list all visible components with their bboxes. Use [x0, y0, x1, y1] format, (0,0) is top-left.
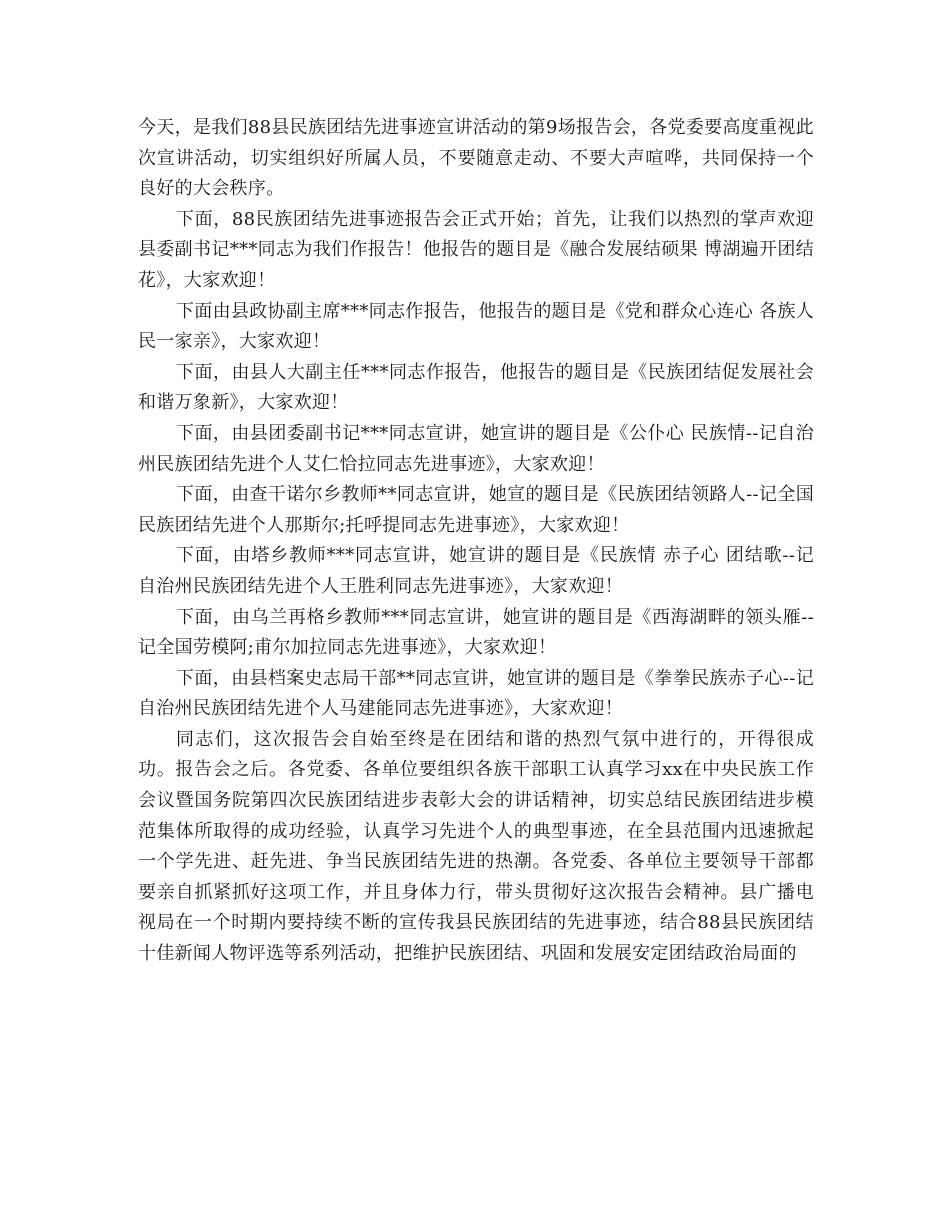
paragraph-first-report: 下面，88民族团结先进事迹报告会正式开始；首先，让我们以热烈的掌声欢迎县委副书记***同志为我们作报告！他报告的题目是《融合发展结硕果 博湖遍开团结花》，大家欢迎！ [138, 208, 814, 291]
paragraph-opening: 今天，是我们88县民族团结先进事迹宣讲活动的第9场报告会，各党委要高度重视此次宣讲活动，切实组织好所属人员，不要随意走动、不要大声喧哗，共同保持一个良好的大会秩序。 [138, 117, 814, 200]
paragraph-cppcc-report: 下面由县政协副主席***同志作报告，他报告的题目是《党和群众心连心 各族人民一家亲》，大家欢迎！ [138, 300, 814, 353]
paragraph-wulan-zaige-talk: 下面，由乌兰再格乡教师***同志宣讲，她宣讲的题目是《西海湖畔的领头雁--记全国劳模阿;甫尔加拉同志先进事迹》，大家欢迎！ [138, 606, 814, 659]
paragraph-archives-talk: 下面，由县档案史志局干部**同志宣讲，她宣讲的题目是《拳拳民族赤子心--记自治州民族团结先进个人马建能同志先进事迹》，大家欢迎！ [138, 667, 814, 720]
paragraph-ta-township-talk: 下面，由塔乡教师***同志宣讲，她宣讲的题目是《民族情 赤子心 团结歌--记自治州民族团结先进个人王胜利同志先进事迹》，大家欢迎！ [138, 545, 814, 597]
paragraph-npc-report: 下面，由县人大副主任***同志作报告，他报告的题目是《民族团结促发展社会和谐万象新》，大家欢迎！ [138, 361, 814, 414]
paragraph-closing-remarks: 同志们，这次报告会自始至终是在团结和谐的热烈气氛中进行的，开得很成功。报告会之后。各党委、各单位要组织各族干部职工认真学习xx在中央民族工作会议暨国务院第四次民族团结进步表彰大会的讲话精神，切实总结民族团结进步模范集体所取得的成功经验，认真学习先进个人的典型事迹，在全县范围内迅速掀起一个学先进、赶先进、争当民族团结先进的热潮。各党委、各单位主要领导干部都要亲自抓紧抓好这项工作，并且身体力行，带头贯彻好这次报告会精神。县广播电视局在一个时期内要持续不断的宣传我县民族团结的先进事迹，结合88县民族团结十佳新闻人物评选等系列活动，把维护民族团结、巩固和发展安定团结政治局面的 [138, 728, 814, 965]
document-body [138, 113, 814, 970]
paragraph-chagan-nuoer-talk: 下面，由查干诺尔乡教师**同志宣讲，她宣的题目是《民族团结领路人--记全国民族团结先进个人那斯尔;托呼提同志先进事迹》，大家欢迎！ [138, 484, 814, 536]
paragraph-youth-league-talk: 下面，由县团委副书记***同志宣讲，她宣讲的题目是《公仆心 民族情--记自治州民族团结先进个人艾仁恰拉同志先进事迹》，大家欢迎！ [138, 422, 814, 475]
